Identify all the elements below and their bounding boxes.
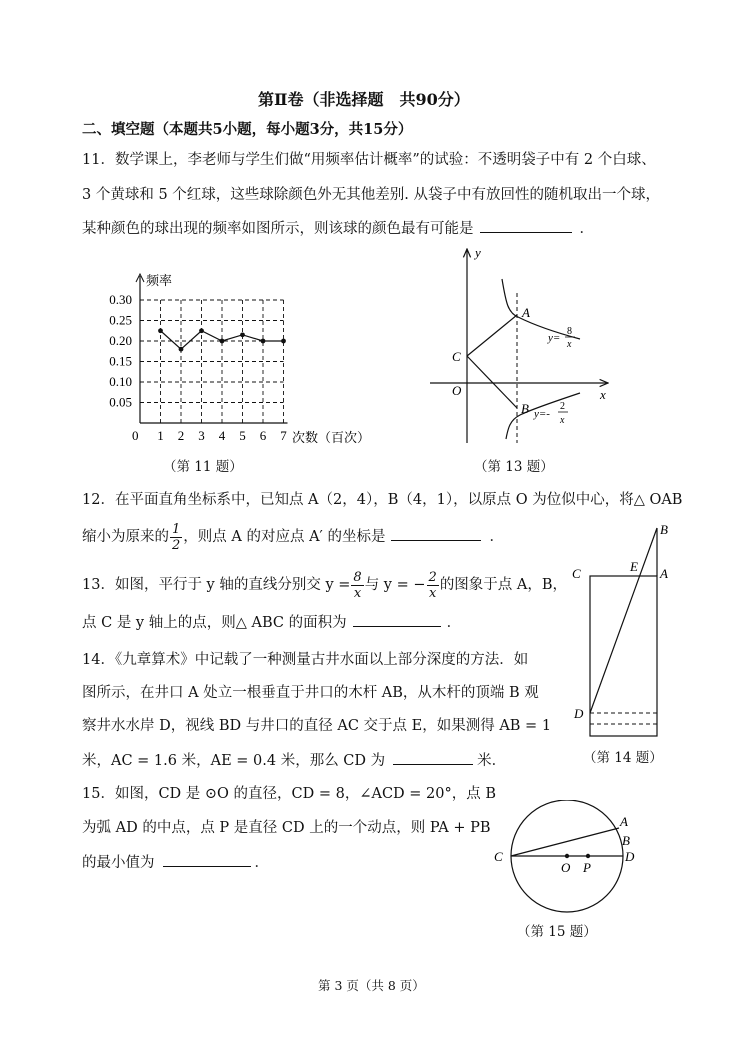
- q15-line1: 15．如图，CD 是 ⊙O 的直径，CD = 8，∠ACD = 20°，点 B: [82, 786, 497, 802]
- x-tick-label: 3: [198, 428, 205, 443]
- chord-ca: [511, 828, 619, 856]
- x-tick-label: 1: [157, 428, 164, 443]
- svg-text:x: x: [567, 339, 572, 350]
- q14-line3: 察井水水岸 D，视线 BD 与井口的直径 AC 交于点 E，如果测得 AB = 1: [82, 718, 552, 734]
- label-D15: D: [625, 849, 635, 864]
- figure-15: [490, 800, 640, 920]
- section-title: 第Ⅱ卷（非选择题 共90分）: [258, 90, 470, 109]
- y-tick-label: 0.20: [109, 333, 132, 348]
- answer-blank-15: [163, 852, 251, 867]
- x-tick-label: 2: [177, 428, 185, 443]
- sight-line-bd: [590, 528, 657, 713]
- q12-line1: 12．在平面直角坐标系中，已知点 A（2，4），B（4，1），以原点 O 为位似中心，将△ OAB: [82, 492, 683, 508]
- data-point: [261, 339, 266, 344]
- q11-line1: 11．数学课上，李老师与学生们做“用频率估计概率”的试验：不透明袋子中有 2 个白球、: [82, 152, 656, 168]
- data-point: [240, 332, 245, 337]
- y-tick-label: 0.15: [109, 353, 132, 369]
- svg-text:x: x: [560, 415, 565, 426]
- svg-text:y=: y=: [548, 332, 561, 344]
- label-B15: B: [622, 833, 630, 848]
- data-point: [220, 339, 225, 344]
- data-point: [179, 347, 184, 352]
- page-footer: 第 3 页（共 8 页）: [318, 978, 425, 993]
- y-tick-label: 0.10: [109, 374, 132, 389]
- label-E14: E: [630, 559, 638, 574]
- center-dot: [565, 854, 569, 858]
- fraction-half: $\frac{1}{2}$: [172, 521, 181, 553]
- well-rect: [590, 576, 657, 736]
- chart-origin: 0: [132, 428, 139, 443]
- q11-line2: 3 个黄球和 5 个红球，这些球除颜色外无其他差别. 从袋子中有放回性的随机取出一个球，: [82, 187, 660, 203]
- q11-line3: 某种颜色的球出现的频率如图所示，则该球的颜色最有可能是 ．: [82, 218, 594, 239]
- caption-14: （第 14 题）: [583, 750, 663, 766]
- label-B: B: [521, 401, 529, 416]
- data-point: [158, 328, 163, 333]
- label-A: A: [522, 305, 530, 320]
- chart-grid: [140, 300, 284, 423]
- figure-14: [568, 520, 678, 750]
- q14-line4: 米，AC = 1.6 米，AE = 0.4 米，那么 CD 为 米．: [82, 750, 506, 771]
- q15-line2: 为弧 AD 的中点，点 P 是直径 CD 上的一个动点，则 PA + PB: [82, 820, 491, 836]
- label-C: C: [452, 349, 461, 364]
- label-f1: [547, 326, 575, 350]
- chart-axes: [136, 274, 288, 423]
- q14-line1: 14．《九章算术》中记载了一种测量古井水面以上部分深度的方法．如: [82, 652, 529, 668]
- label-P15: P: [583, 860, 591, 875]
- x-tick-label: 4: [218, 428, 226, 443]
- label-f2: [533, 401, 568, 426]
- answer-blank-14: [393, 750, 473, 765]
- y-tick-label: 0.05: [109, 394, 132, 410]
- data-point: [281, 339, 286, 344]
- y-tick-label: 0.30: [109, 292, 132, 307]
- y-tick-label: 0.25: [109, 312, 132, 328]
- svg-text:2: 2: [560, 401, 565, 412]
- caption-11: （第 11 题）: [163, 459, 243, 475]
- label-C15: C: [494, 849, 503, 864]
- label-y: y: [475, 245, 481, 260]
- label-A14: A: [660, 566, 668, 581]
- q13-line2: 点 C 是 y 轴上的点，则△ ABC 的面积为 ．: [82, 612, 461, 633]
- label-D14: D: [574, 706, 584, 721]
- label-O: O: [452, 383, 462, 398]
- label-C14: C: [572, 566, 581, 581]
- label-x: x: [600, 387, 606, 402]
- label-B14: B: [660, 522, 668, 537]
- answer-blank-11: [480, 218, 572, 233]
- segment-ca: [467, 315, 517, 356]
- caption-15: （第 15 题）: [517, 924, 597, 940]
- frequency-chart: [90, 268, 420, 448]
- chart-tick-labels: [109, 292, 287, 443]
- caption-13: （第 13 题）: [474, 459, 554, 475]
- q12-line2: 缩小为原来的 $\frac{1}{2}$ ，则点 A 的对应点 A′ 的坐标是 ．: [82, 521, 504, 553]
- label-A15: A: [620, 814, 628, 829]
- q13-line1: 13．如图，平行于 y 轴的直线分别交 y = $\frac{8}{x}$ 与 y = − $\frac{2}{x}$ 的图象于点 A，B，: [82, 569, 568, 601]
- x-tick-label: 7: [280, 428, 287, 443]
- x-tick-label: 6: [259, 428, 267, 443]
- chart-ylabel: 频率: [146, 273, 173, 288]
- answer-blank-12: [391, 526, 481, 541]
- q14-line2: 图所示，在井口 A 处立一根垂直于井口的木杆 AB，从木杆的顶端 B 观: [82, 685, 539, 701]
- q15-line3: 的最小值为 ．: [82, 852, 269, 873]
- part-title: 二、填空题（本题共5小题，每小题3分，共15分）: [82, 121, 413, 138]
- segment-cb: [467, 356, 517, 408]
- answer-blank-13: [353, 612, 441, 627]
- svg-text:8: 8: [567, 326, 572, 337]
- point-p-dot: [586, 854, 590, 858]
- label-O15: O: [561, 860, 571, 875]
- chart-xlabel: 次数（百次）: [292, 430, 371, 445]
- x-tick-label: 5: [239, 428, 246, 443]
- figure-13: [430, 243, 615, 448]
- svg-text:y=-: y=-: [534, 408, 550, 420]
- data-point: [199, 328, 204, 333]
